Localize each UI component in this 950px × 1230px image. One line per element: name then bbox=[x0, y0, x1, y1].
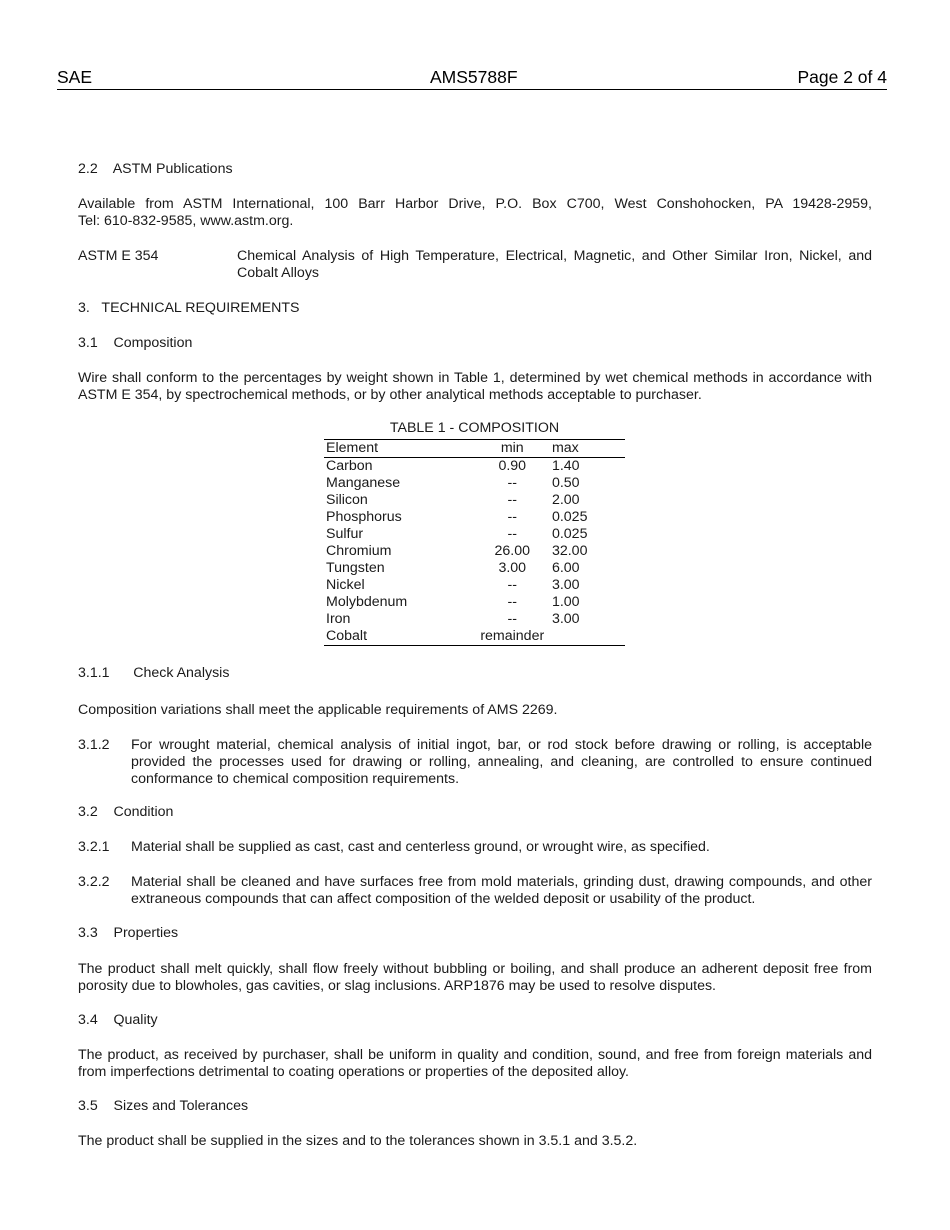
cell-max: 3.00 bbox=[551, 611, 580, 627]
table-row bbox=[324, 560, 625, 577]
cell-min: 0.90 bbox=[498, 458, 527, 474]
cell-min: -- bbox=[507, 577, 517, 593]
cell-element: Sulfur bbox=[326, 526, 364, 542]
cell-max: 32.00 bbox=[551, 543, 588, 559]
cell-max: 0.025 bbox=[551, 509, 588, 525]
section-2-2-line1: Available from ASTM International, 100 Barr Harbor Drive, P.O. Box C700, West Conshohocken, PA 19428-2959, bbox=[78, 196, 872, 212]
cell-element: Tungsten bbox=[326, 560, 385, 576]
cell-element: Molybdenum bbox=[326, 594, 408, 610]
table-row bbox=[324, 577, 625, 594]
cell-max: 1.00 bbox=[551, 594, 580, 610]
table-row bbox=[324, 492, 625, 509]
section-3-2-2-text: Material shall be cleaned and have surfaces free from mold materials, grinding dust, drawing compounds, and other extraneous compounds that can affect composition of the welded deposit or usability of the product. bbox=[131, 874, 872, 907]
section-3-heading: 3. TECHNICAL REQUIREMENTS bbox=[78, 300, 300, 316]
cell-max: 3.00 bbox=[551, 577, 580, 593]
section-3-1-2-text: For wrought material, chemical analysis of initial ingot, bar, or rod stock before drawing or rolling, is acceptable provided the processes used for drawing or rolling, annealing, and cleaning, are controlled to ensure continued conformance to chemical composition requirements. bbox=[131, 737, 872, 787]
table-row bbox=[324, 611, 625, 628]
section-3-2-1-number: 3.2.1 bbox=[78, 839, 110, 855]
section-3-2-2-number: 3.2.2 bbox=[78, 874, 110, 890]
cell-element: Phosphorus bbox=[326, 509, 402, 525]
composition-table bbox=[324, 420, 625, 646]
cell-element: Iron bbox=[326, 611, 351, 627]
section-3-1-2-number: 3.1.2 bbox=[78, 737, 110, 753]
section-3-1-heading: 3.1 Composition bbox=[78, 335, 193, 351]
section-3-2-heading: 3.2 Condition bbox=[78, 804, 174, 820]
table-row bbox=[324, 526, 625, 543]
section-3-5-text: The product shall be supplied in the sizes and to the tolerances shown in 3.5.1 and 3.5.2. bbox=[78, 1133, 638, 1149]
cell-max bbox=[550, 628, 625, 646]
cell-max: 0.025 bbox=[551, 526, 588, 542]
table-row bbox=[324, 458, 625, 476]
section-3-1-1-text: Composition variations shall meet the applicable requirements of AMS 2269. bbox=[78, 702, 558, 718]
table-row bbox=[324, 594, 625, 611]
cell-max: 1.40 bbox=[551, 458, 580, 474]
cell-max: 2.00 bbox=[551, 492, 580, 508]
cell-min: -- bbox=[507, 509, 517, 525]
cell-element: Silicon bbox=[326, 492, 368, 508]
page-header bbox=[57, 68, 887, 90]
section-3-5-heading: 3.5 Sizes and Tolerances bbox=[78, 1098, 249, 1114]
section-3-4-text: The product, as received by purchaser, shall be uniform in quality and condition, sound, and free from foreign materials and from imperfections detrimental to coating operations or properties of the deposited alloy. bbox=[78, 1047, 872, 1080]
table-body bbox=[324, 458, 625, 646]
cell-max: 0.50 bbox=[551, 475, 580, 491]
column-header-min: min bbox=[473, 440, 550, 458]
section-2-2-heading: 2.2 ASTM Publications bbox=[78, 161, 233, 177]
table-header-row bbox=[324, 440, 625, 458]
section-3-1-text: Wire shall conform to the percentages by weight shown in Table 1, determined by wet chemical methods in accordance with ASTM E 354, by spectrochemical methods, or by other analytical methods acceptable to purchaser. bbox=[78, 370, 872, 403]
cell-min: -- bbox=[507, 475, 517, 491]
section-3-2-1-text: Material shall be supplied as cast, cast and centerless ground, or wrought wire, as specified. bbox=[131, 839, 710, 855]
header-page-number: Page 2 of 4 bbox=[797, 67, 887, 87]
section-3-1-1-heading: 3.1.1 Check Analysis bbox=[78, 665, 230, 681]
reference-title: Chemical Analysis of High Temperature, Electrical, Magnetic, and Other Similar Iron, Nickel, and Cobalt Alloys bbox=[237, 248, 872, 281]
column-header-element: Element bbox=[324, 440, 473, 458]
header-doc-number: AMS5788F bbox=[430, 67, 518, 87]
cell-min: -- bbox=[507, 492, 517, 508]
cell-max: 6.00 bbox=[551, 560, 580, 576]
header-org: SAE bbox=[57, 67, 93, 87]
cell-min: 3.00 bbox=[498, 560, 527, 576]
cell-min: -- bbox=[507, 594, 517, 610]
table-row bbox=[324, 509, 625, 526]
cell-min: -- bbox=[507, 611, 517, 627]
cell-min: 26.00 bbox=[494, 543, 531, 559]
section-3-4-heading: 3.4 Quality bbox=[78, 1012, 158, 1028]
cell-min: -- bbox=[507, 526, 517, 542]
cell-element: Nickel bbox=[326, 577, 365, 593]
table-row bbox=[324, 628, 625, 646]
cell-element: Carbon bbox=[326, 458, 373, 474]
cell-element: Cobalt bbox=[324, 628, 473, 646]
cell-min: remainder bbox=[473, 628, 550, 646]
section-3-3-text: The product shall melt quickly, shall flow freely without bubbling or boiling, and shall produce an adherent deposit free from porosity due to blowholes, gas cavities, or slag inclusions. ARP1876 may be used to resolve disputes. bbox=[78, 961, 872, 994]
column-header-max: max bbox=[550, 440, 625, 458]
table-caption: TABLE 1 - COMPOSITION bbox=[389, 420, 560, 436]
table-row bbox=[324, 543, 625, 560]
section-2-2-line2: Tel: 610-832-9585, www.astm.org. bbox=[78, 213, 294, 229]
table-row bbox=[324, 475, 625, 492]
cell-element: Chromium bbox=[326, 543, 392, 559]
cell-element: Manganese bbox=[326, 475, 401, 491]
reference-code: ASTM E 354 bbox=[78, 248, 159, 264]
section-3-3-heading: 3.3 Properties bbox=[78, 925, 179, 941]
